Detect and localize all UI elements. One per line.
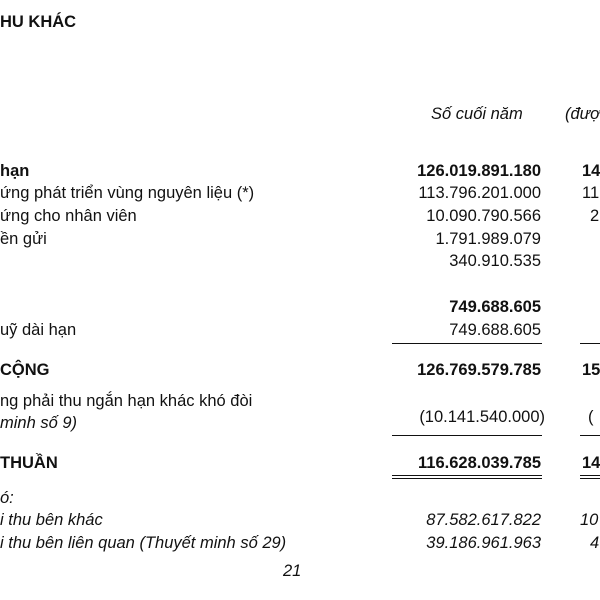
provision-rule-prior (580, 435, 600, 436)
net-rule-top (392, 475, 542, 476)
section-title: HU KHÁC (0, 13, 77, 31)
row-label: ứng cho nhân viên (0, 207, 137, 225)
provision-value-prior: ( (588, 408, 594, 426)
total-label: CỘNG (0, 361, 50, 379)
total-value-prior: 15 (582, 361, 600, 379)
row-value-end: 126.019.891.180 (417, 162, 541, 180)
net-rule-prior-top (580, 475, 600, 476)
row-value-prior: 11 (582, 184, 600, 202)
row-value-end: 749.688.605 (449, 298, 541, 316)
row-value-end: 10.090.790.566 (426, 207, 541, 225)
row-label: i thu bên liên quan (Thuyết minh số 29) (0, 534, 287, 552)
provision-value-end: (10.141.540.000) (419, 408, 545, 426)
provision-label-line1: ng phải thu ngắn hạn khác khó đòi (0, 392, 253, 410)
net-label: THUẦN (0, 454, 58, 472)
row-value-end: 113.796.201.000 (418, 184, 541, 202)
row-value-end: 749.688.605 (449, 321, 541, 339)
row-value-prior: 14 (582, 162, 600, 180)
row-value-prior: 4 (590, 534, 600, 552)
row-value-end: 87.582.617.822 (426, 511, 541, 529)
row-label: uỹ dài hạn (0, 321, 77, 339)
row-value-end: 340.910.535 (449, 252, 541, 270)
row-label: i thu bên khác (0, 511, 103, 529)
row-value-prior: 2 (590, 207, 600, 225)
net-rule-bottom (392, 478, 542, 479)
row-label: ứng phát triển vùng nguyên liệu (*) (0, 184, 255, 202)
page-number: 21 (283, 562, 302, 580)
net-value-prior: 14 (582, 454, 600, 472)
subtotal-rule-prior (580, 343, 600, 344)
column-header-end-of-year: Số cuối năm (431, 105, 523, 123)
net-rule-prior-bottom (580, 478, 600, 479)
net-value-end: 116.628.039.785 (418, 454, 541, 472)
provision-rule (392, 435, 542, 436)
row-value-end: 1.791.989.079 (435, 230, 541, 248)
row-value-prior: 10 (580, 511, 599, 529)
row-label: hạn (0, 162, 30, 180)
total-value-end: 126.769.579.785 (417, 361, 541, 379)
row-value-end: 39.186.961.963 (426, 534, 541, 552)
subtotal-rule (392, 343, 542, 344)
breakdown-label: ó: (0, 489, 14, 507)
provision-label-line2: minh số 9) (0, 414, 78, 432)
row-label: ền gửi (0, 230, 47, 248)
column-header-prior: (đượ (565, 105, 600, 123)
